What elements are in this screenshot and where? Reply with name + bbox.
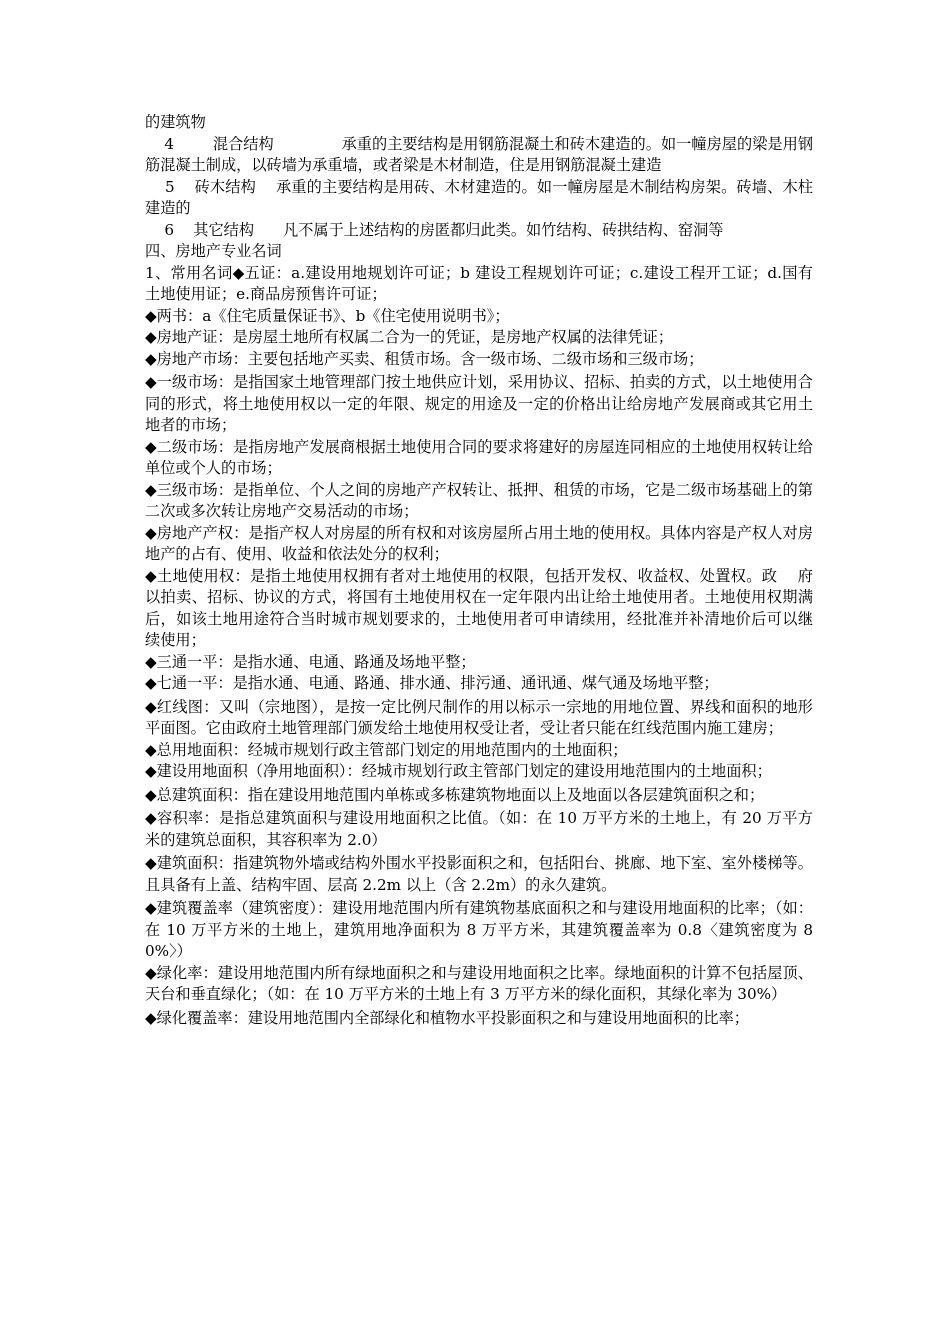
paragraph-two-books: ◆两书：a《住宅质量保证书》、b《住宅使用说明书》；	[145, 306, 510, 325]
paragraph-red-line-map: ◆红线图：又叫（宗地图），是按一定比例尺制作的用以标示一宗地的用地位置、界线和面积的地形平面图。它由政府土地管理部门颁发给土地使用权受让者，受让者只能在红线范围内施工建房；	[145, 697, 813, 737]
paragraph-building-coverage: ◆建筑覆盖率（建筑密度）：建设用地范围内所有建筑物基底面积之和与建设用地面积的比率；（如：在 10 万平方米的土地上，建筑用地净面积为 8 万平方米，其建筑覆盖率为 0.8〈建筑密度为 80%〉）	[145, 899, 813, 960]
section-heading-real-estate-terms: 四、房地产专业名词	[145, 242, 282, 260]
paragraph-seven-connections: ◆七通一平：是指水通、电通、路通、排水通、排污通、通讯通、煤气通及场地平整；	[145, 674, 719, 692]
paragraph-property-market: ◆房地产市场：主要包括地产买卖、租赁市场。含一级市场、二级市场和三级市场；	[145, 349, 704, 368]
paragraph-total-floor-area: ◆总建筑面积：指在建设用地范围内单栋或多栋建筑物地面以上及地面以各层建筑面积之和；	[145, 785, 765, 804]
paragraph-brick-wood-structure: 5 砖木结构 承重的主要结构是用砖、木材建造的。如一幢房屋是木制结构房架。砖墙、木柱建造的	[145, 177, 813, 217]
paragraph-green-coverage: ◆绿化覆盖率：建设用地范围内全部绿化和植物水平投影面积之和与建设用地面积的比率；	[145, 1008, 749, 1027]
paragraph-construction-land-area: ◆建设用地面积（净用地面积）：经城市规划行政主管部门划定的建设用地范围内的土地面积；	[145, 762, 772, 780]
paragraph-total-land-area: ◆总用地面积：经城市规划行政主管部门划定的用地范围内的土地面积；	[145, 740, 628, 759]
paragraph-plot-ratio: ◆容积率：是指总建筑面积与建设用地面积之比值。（如：在 10 万平方米的土地上，有 20 万平方米的建筑总面积，其容积率为 2.0）	[145, 809, 813, 849]
paragraph-primary-market: ◆一级市场：是指国家土地管理部门按土地供应计划，采用协议、招标、拍卖的方式，以土地使用合同的形式，将土地使用权以一定的年限、规定的用途及一定的价格出让给房地产发展商或其它用土地者的市场；	[145, 373, 813, 434]
paragraph-other-structure: 6 其它结构 凡不属于上述结构的房匿都归此类。如竹结构、砖拱结构、窑洞等	[145, 220, 724, 239]
paragraph-building-end: 的建筑物	[145, 113, 206, 131]
paragraph-tertiary-market: ◆三级市场：是指单位、个人之间的房地产产权转让、抵押、租赁的市场，它是二级市场基础上的第二次或多次转让房地产交易活动的市场；	[145, 480, 813, 520]
paragraph-three-connections: ◆三通一平：是指水通、电通、路通及场地平整；	[145, 652, 476, 671]
paragraph-property-certificate: ◆房地产证：是房屋土地所有权属二合为一的凭证，是房地产权属的法律凭证；	[145, 328, 674, 346]
paragraph-floor-area: ◆建筑面积：指建筑物外墙或结构外围水平投影面积之和，包括阳台、挑廊、地下室、室外楼梯等。且具备有上盖、结构牢固、层高 2.2m 以上（含 2.2m）的永久建筑。	[145, 854, 813, 894]
document-page	[145, 112, 813, 1029]
paragraph-mixed-structure: 4 混合结构 承重的主要结构是用钢筋混凝土和砖木建造的。如一幢房屋的梁是用钢筋混凝土制成，以砖墙为承重墙，或者梁是木材制造，住是用钢筋混凝土建造	[145, 134, 814, 174]
paragraph-five-certificates: 1、常用名词◆五证：a.建设用地规划许可证；b 建设工程规划许可证；c.建设工程开工证；d.国有土地使用证；e.商品房预售许可证；	[145, 263, 813, 303]
paragraph-land-use-rights: ◆土地使用权：是指土地使用权拥有者对土地使用的权限，包括开发权、收益权、处置权。政 府以拍卖、招标、协议的方式，将国有土地使用权在一定年限内出让给土地使用者。土地使用权期满后，如该土地用途符合当时城市规划要求的，土地使用者可申请续用，经批准并补清地价后可以继续使用；	[145, 566, 813, 649]
paragraph-property-rights: ◆房地产产权：是指产权人对房屋的所有权和对该房屋所占用土地的使用权。具体内容是产权人对房地产的占有、使用、收益和依法处分的权利；	[145, 523, 813, 563]
paragraph-greening-rate: ◆绿化率：建设用地范围内所有绿地面积之和与建设用地面积之比率。绿地面积的计算不包括屋顶、天台和垂直绿化；（如：在 10 万平方米的土地上有 3 万平方米的绿化面积，其绿化率为 30%）	[145, 963, 813, 1003]
paragraph-secondary-market: ◆二级市场：是指房地产发展商根据土地使用合同的要求将建好的房屋连同相应的土地使用权转让给单位或个人的市场；	[145, 437, 813, 477]
